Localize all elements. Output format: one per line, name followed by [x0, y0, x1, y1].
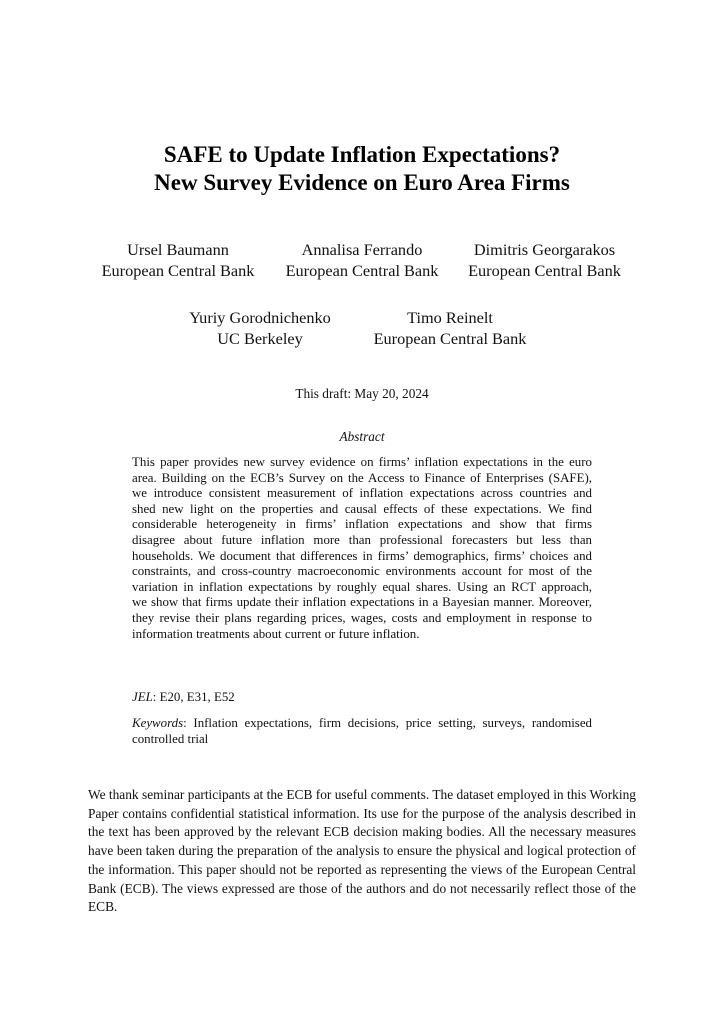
author-affiliation: European Central Bank: [468, 261, 621, 280]
abstract-line: considerable heterogeneity in firms’ inflation expectations and show that firms: [132, 517, 592, 532]
author-block: [463, 239, 626, 281]
abstract-text: [132, 455, 592, 642]
abstract-line: shed new light on the properties and causal effects of these expectations. We find: [132, 501, 592, 516]
keywords-line: [132, 716, 592, 732]
abstract-line: area. Building on the ECB’s Survey on the Access to Finance of Enterprises (SAFE),: [132, 470, 592, 485]
abstract-line: variation in inflation expectations by roughly equal shares. Using an RCT approach,: [132, 579, 592, 594]
author-block: [182, 307, 338, 349]
keywords-label: Keywords: [132, 716, 184, 730]
author-affiliation: European Central Bank: [373, 329, 527, 348]
jel-codes: [132, 690, 592, 706]
author-affiliation: European Central Bank: [101, 261, 255, 280]
abstract-line: households. We document that differences in firms’ demographics, firms’ choices and: [132, 548, 592, 563]
title-line-1: SAFE to Update Inflation Expectations?: [163, 142, 561, 167]
title-line-2: New Survey Evidence on Euro Area Firms: [154, 170, 570, 195]
author-name: Yuriy Gorodnichenko: [189, 308, 331, 327]
abstract-line: we introduce consistent measurement of inflation expectations across countries and: [132, 486, 592, 501]
footer-line: We thank seminar participants at the ECB for useful comments. The dataset employed in this Working: [88, 787, 636, 802]
abstract-line: This paper provides new survey evidence on firms’ inflation expectations in the euro: [132, 455, 592, 469]
footer-line: Bank (ECB). The views expressed are those of the authors and do not necessarily reflect those of the: [88, 880, 636, 896]
author-block: [280, 239, 444, 281]
author-affiliation: European Central Bank: [285, 261, 439, 280]
footer-line: the text has been approved by the relevant ECB decision making bodies. All the necessary measures: [88, 824, 636, 840]
abstract-heading: Abstract: [339, 429, 385, 444]
abstract-line: information treatments about current or future inflation.: [132, 626, 420, 641]
jel-label: JEL: [132, 690, 153, 704]
author-block: [368, 307, 532, 349]
abstract-line: constraints, and cross-country macroeconomic environments account for most of the: [132, 564, 592, 579]
author-name: Dimitris Georgarakos: [473, 240, 616, 259]
author-name: Ursel Baumann: [127, 240, 229, 259]
footer-line: ECB.: [88, 899, 118, 915]
acknowledgement-note: [88, 786, 636, 917]
abstract-line: disagree about future inflation more than professional forecasters but less than: [132, 532, 592, 547]
author-name: Timo Reinelt: [407, 308, 493, 327]
keywords: [132, 716, 592, 747]
author-name: Annalisa Ferrando: [301, 240, 423, 259]
jel-value: : E20, E31, E52: [152, 690, 235, 704]
keywords-line: controlled trial: [132, 731, 209, 746]
author-affiliation: UC Berkeley: [217, 329, 303, 348]
paper-title: [0, 141, 724, 197]
abstract-line: we show that firms update their inflation expectations in a Bayesian manner. Moreover,: [132, 595, 592, 610]
author-block: [97, 239, 259, 281]
keywords-value: : Inflation expectations, firm decisions, price setting, surveys, randomised: [183, 716, 592, 730]
footer-line: have been taken during the preparation of the analysis to ensure the physical and logical protection of: [88, 843, 636, 859]
footer-line: the information. This paper should not be reported as representing the views of the European Central: [88, 861, 636, 877]
draft-date: This draft: May 20, 2024: [295, 386, 429, 401]
footer-line: Paper contains confidential statistical information. Its use for the purpose of the analysis described in: [88, 805, 636, 821]
abstract-line: they revise their plans regarding prices, wages, costs and employment in response to: [132, 610, 592, 625]
